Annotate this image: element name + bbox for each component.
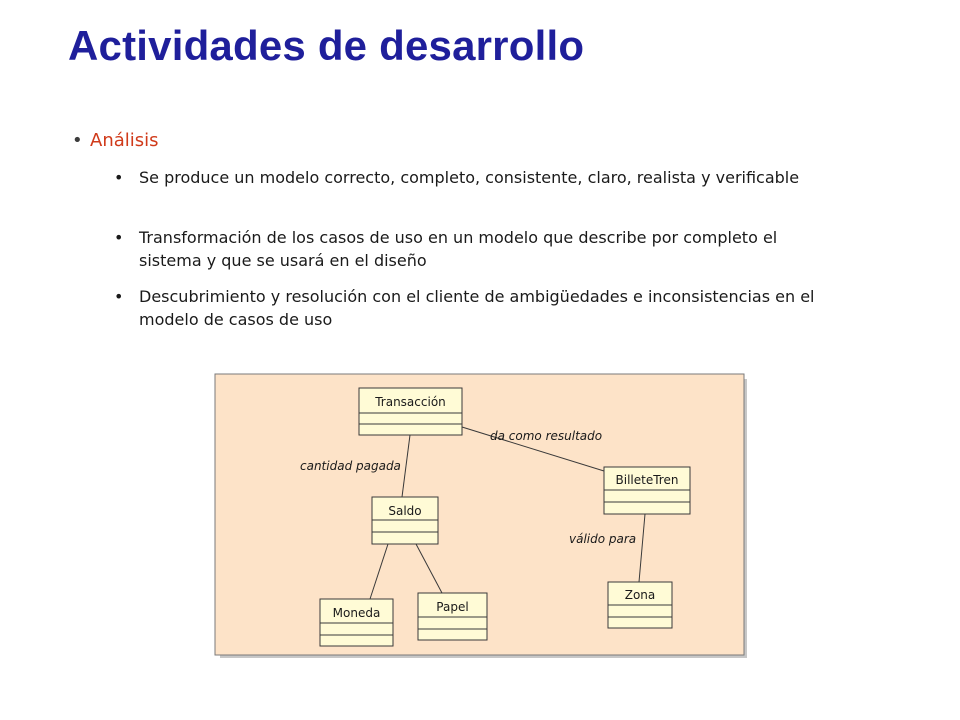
sub-bullet-3-text: Descubrimiento y resolución con el cliente de ambigüedades e inconsistencias en el modelo de casos de uso <box>139 287 815 329</box>
bullet-dot: • <box>72 130 83 151</box>
class-zona-name: Zona <box>624 588 656 602</box>
sub-bullet-2-text: Transformación de los casos de uso en un modelo que describe por completo el sistema y que se usará en el diseño <box>139 228 778 270</box>
slide-title: Actividades de desarrollo <box>68 22 585 69</box>
bullet-analisis-label: Análisis <box>90 130 159 151</box>
assoc-label-da-como-resultado: da como resultado <box>490 429 603 443</box>
sub-bullet-3 <box>114 285 844 331</box>
class-diagram <box>214 373 749 660</box>
class-diagram-svg <box>214 373 749 660</box>
assoc-label-cantidad-pagada: cantidad pagada <box>300 459 401 473</box>
bullet-dot: • <box>114 228 124 247</box>
class-moneda-name: Moneda <box>332 606 381 620</box>
class-saldo-name: Saldo <box>388 504 422 518</box>
bullet-dot: • <box>114 287 124 306</box>
sub-bullet-1-text: Se produce un modelo correcto, completo, consistente, claro, realista y verificable <box>139 168 800 187</box>
assoc-label-valido-para: válido para <box>569 532 637 546</box>
sub-bullet-2 <box>114 226 844 272</box>
class-papel-name: Papel <box>436 600 469 614</box>
sub-bullet-1 <box>114 166 844 189</box>
bullet-dot: • <box>114 168 124 187</box>
class-transaccion-name: Transacción <box>375 395 446 409</box>
class-billetetren-name: BilleteTren <box>615 473 679 487</box>
